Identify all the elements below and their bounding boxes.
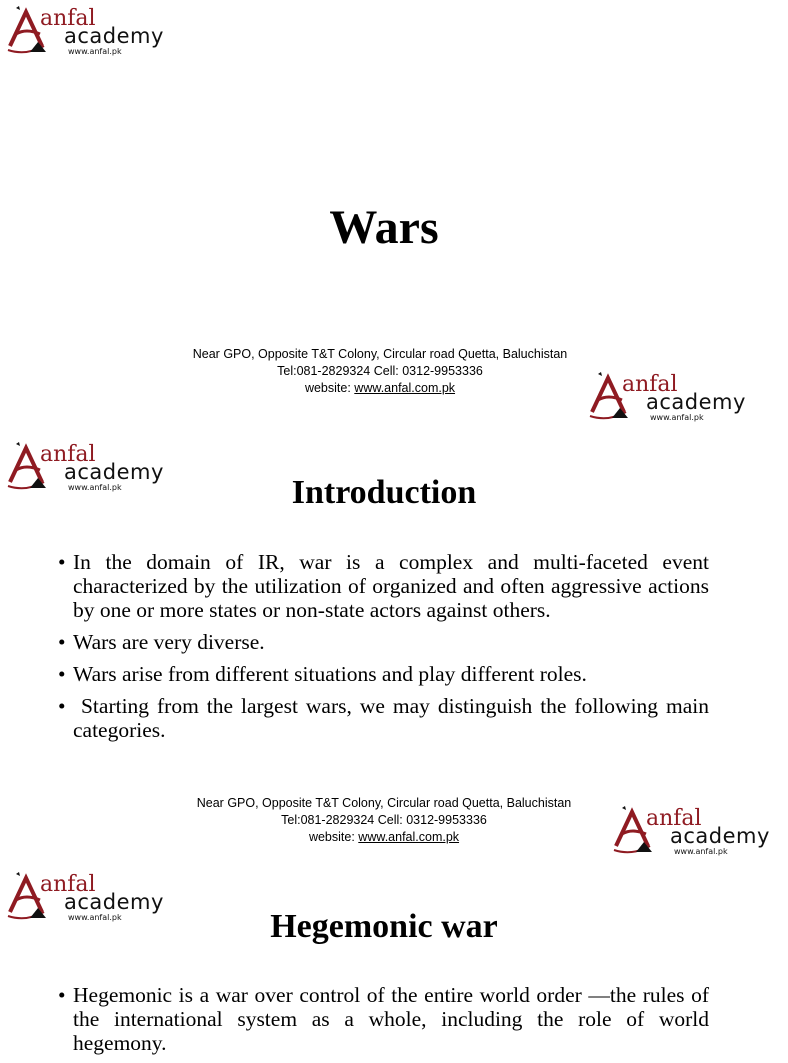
logo-site: www.anfal.pk bbox=[68, 47, 122, 56]
footer-website-prefix: website: bbox=[308, 830, 359, 844]
slide-title: Hegemonic war bbox=[270, 908, 498, 945]
bullet-list bbox=[58, 550, 715, 750]
slide-title: Wars bbox=[329, 201, 439, 254]
logo-word-anfal: anfal bbox=[40, 872, 96, 897]
slide-title-wars bbox=[0, 0, 768, 440]
anfal-academy-logo-footer bbox=[612, 806, 788, 862]
logo-word-anfal: anfal bbox=[622, 372, 678, 397]
footer-website bbox=[180, 380, 580, 397]
logo-word-anfal: anfal bbox=[40, 6, 96, 31]
list-item: • Hegemonic is a war over control of the entire world order —the rules of the international system as a whole, including the role of world hegemony. bbox=[58, 983, 709, 1055]
website-link[interactable]: www.anfal.com.pk bbox=[354, 381, 456, 395]
logo-word-anfal: anfal bbox=[40, 442, 96, 467]
logo-site: www.anfal.pk bbox=[650, 413, 704, 422]
logo-word-academy: academy bbox=[64, 890, 164, 914]
contact-footer bbox=[184, 795, 584, 846]
logo-site: www.anfal.pk bbox=[674, 847, 728, 856]
anfal-academy-logo-footer bbox=[588, 372, 764, 428]
slide-hegemonic-war bbox=[0, 868, 768, 1055]
contact-footer bbox=[180, 346, 580, 397]
list-item: • In the domain of IR, war is a complex and multi-faceted event characterized by the utilization of organized and often aggressive actions by one or more states or non-state actors against others. bbox=[58, 550, 709, 622]
bullet-list bbox=[58, 983, 709, 1063]
logo-word-academy: academy bbox=[646, 390, 746, 414]
footer-address: Near GPO, Opposite T&T Colony, Circular road Quetta, Baluchistan bbox=[196, 796, 572, 810]
footer-phone: Tel:081-2829324 Cell: 0312-9953336 bbox=[281, 813, 487, 827]
logo-word-academy: academy bbox=[64, 24, 164, 48]
anfal-academy-logo bbox=[6, 6, 182, 62]
logo-word-anfal: anfal bbox=[646, 806, 702, 831]
website-link[interactable]: www.anfal.com.pk bbox=[358, 830, 460, 844]
list-item: • Starting from the largest wars, we may distinguish the following main categories. bbox=[58, 694, 709, 742]
logo-word-academy: academy bbox=[670, 824, 770, 848]
logo-site: www.anfal.pk bbox=[68, 483, 122, 492]
logo-site: www.anfal.pk bbox=[68, 913, 122, 922]
footer-phone: Tel:081-2829324 Cell: 0312-9953336 bbox=[277, 364, 483, 378]
footer-website-prefix: website: bbox=[304, 381, 355, 395]
list-item: • Wars are very diverse. bbox=[58, 630, 709, 654]
slide-title: Introduction bbox=[291, 474, 477, 511]
slide-introduction bbox=[0, 440, 768, 868]
logo-word-academy: academy bbox=[64, 460, 164, 484]
footer-website bbox=[184, 829, 584, 846]
footer-address: Near GPO, Opposite T&T Colony, Circular road Quetta, Baluchistan bbox=[192, 347, 568, 361]
list-item: • Wars arise from different situations and play different roles. bbox=[58, 662, 709, 686]
